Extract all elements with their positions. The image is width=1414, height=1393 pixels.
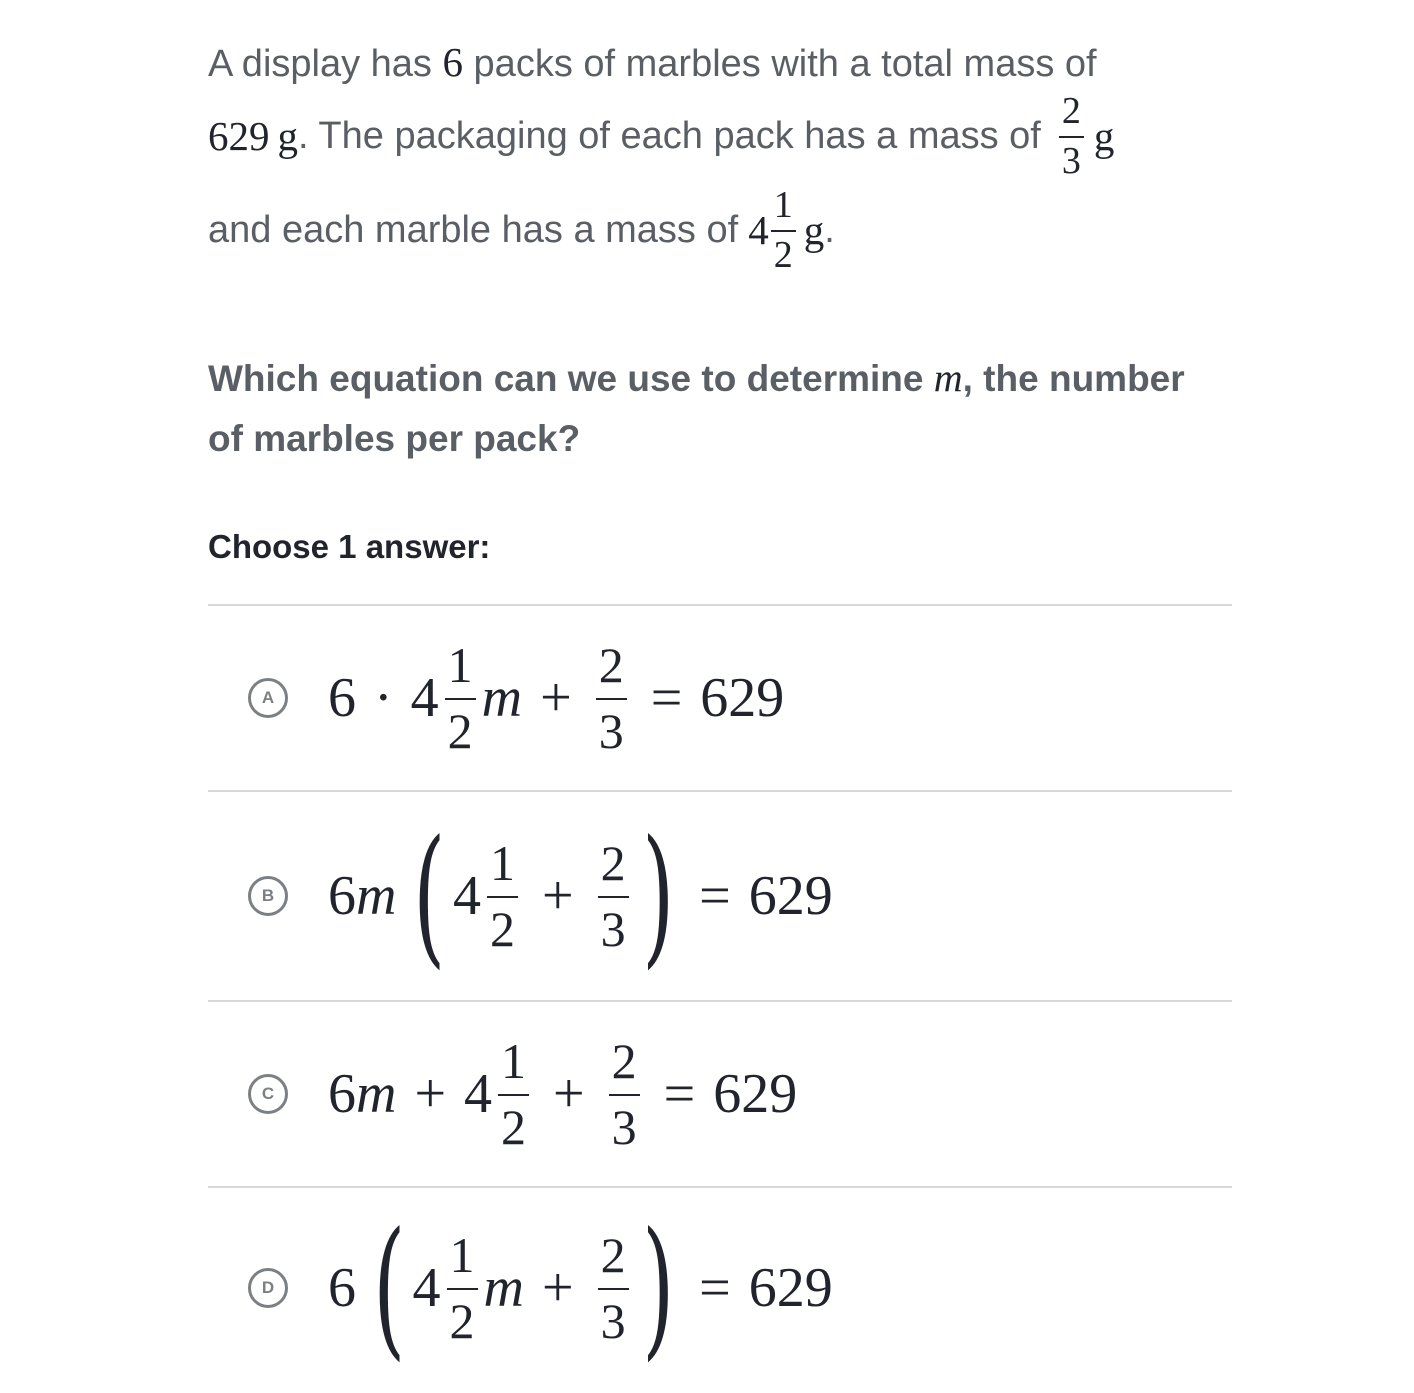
math-variable: m xyxy=(356,1063,397,1125)
fraction-numerator: 2 xyxy=(611,1033,637,1089)
math-paren: ( xyxy=(413,809,446,983)
problem-text: packs of marbles with a total mass of xyxy=(473,43,1097,85)
marble-mass xyxy=(748,186,798,274)
math-number: 6 xyxy=(328,1063,356,1125)
math-operator: + xyxy=(553,1063,585,1125)
math-operator: = xyxy=(663,1063,696,1125)
fraction-bar xyxy=(1059,136,1084,138)
math-number: 6 xyxy=(328,1257,356,1319)
problem-text: and each marble has a mass of xyxy=(208,208,739,251)
math-number: 629 xyxy=(700,667,785,729)
math-operator: + xyxy=(541,865,574,927)
answer-choices xyxy=(208,604,1232,1388)
math-variable: m xyxy=(356,865,397,927)
math-fraction xyxy=(447,1227,478,1349)
choice-a[interactable] xyxy=(208,604,1232,790)
math-operator: = xyxy=(650,667,683,729)
choice-b[interactable] xyxy=(208,790,1232,1000)
fraction-bar xyxy=(498,1094,529,1096)
total-mass: 629 xyxy=(208,113,270,159)
math-number: 6 xyxy=(328,667,356,729)
fraction-denominator: 2 xyxy=(501,1099,527,1155)
math-operator: + xyxy=(414,1063,447,1125)
math-number: 629 xyxy=(713,1063,798,1125)
fraction-denominator: 3 xyxy=(598,703,624,759)
math-fraction xyxy=(609,1033,640,1155)
choice-b-equation xyxy=(328,809,833,983)
packs-count: 6 xyxy=(442,39,463,85)
choice-c-equation xyxy=(328,1033,798,1155)
fraction-bar xyxy=(445,698,476,700)
fraction-denominator: 3 xyxy=(611,1099,637,1155)
choose-label: Choose 1 answer: xyxy=(208,528,491,565)
fraction-numerator: 1 xyxy=(501,1033,527,1089)
math-number: 629 xyxy=(748,865,833,927)
choice-d[interactable] xyxy=(208,1186,1232,1388)
fraction-bar xyxy=(598,1288,629,1290)
math-number: 4 xyxy=(464,1063,493,1125)
question-variable: m xyxy=(933,355,963,400)
math-number: 4 xyxy=(452,865,481,927)
fraction-numerator: 2 xyxy=(598,637,624,693)
math-paren: ) xyxy=(641,1201,674,1375)
fraction-numerator: 2 xyxy=(600,1227,626,1283)
math-number: 4 xyxy=(410,667,439,729)
choice-d-radio[interactable]: D xyxy=(248,1268,288,1308)
problem-line-1 xyxy=(208,38,1208,86)
unit-g: g xyxy=(277,113,298,159)
choice-c[interactable] xyxy=(208,1000,1232,1186)
fraction-numerator: 1 xyxy=(489,835,515,891)
fraction-denominator: 2 xyxy=(489,901,515,957)
fraction-numerator: 2 xyxy=(1061,90,1081,132)
fraction-denominator: 3 xyxy=(1061,140,1081,182)
choice-b-radio[interactable]: B xyxy=(248,876,288,916)
fraction-denominator: 3 xyxy=(600,901,626,957)
math-paren: ( xyxy=(373,1201,406,1375)
choice-a-radio[interactable]: A xyxy=(248,678,288,718)
fraction-numerator: 1 xyxy=(449,1227,475,1283)
math-number: 4 xyxy=(412,1257,441,1319)
math-fraction xyxy=(598,835,629,957)
fraction-denominator: 3 xyxy=(600,1293,626,1349)
question-prompt xyxy=(208,348,1208,469)
math-operator: = xyxy=(699,865,731,927)
math-operator: = xyxy=(699,1257,731,1319)
question-text: Which equation can we use to determine xyxy=(208,358,924,399)
fraction-bar xyxy=(596,698,627,700)
period: . xyxy=(824,208,835,251)
math-fraction xyxy=(498,1033,529,1155)
fraction-denominator: 2 xyxy=(449,1293,475,1349)
marble-mass-fraction xyxy=(771,186,796,274)
math-number: 629 xyxy=(748,1257,833,1319)
choice-c-radio[interactable]: C xyxy=(248,1074,288,1114)
problem-text: A display has xyxy=(208,43,432,85)
unit-g: g xyxy=(803,207,825,253)
problem-text: . The packaging of each pack has a mass of xyxy=(298,114,1041,157)
fraction-numerator: 1 xyxy=(447,637,473,693)
math-fraction xyxy=(487,835,518,957)
math-paren: ) xyxy=(641,809,674,983)
fraction-bar xyxy=(771,230,796,232)
fraction-bar xyxy=(609,1094,640,1096)
packaging-mass-fraction xyxy=(1059,92,1084,180)
math-fraction xyxy=(598,1227,629,1349)
math-fraction xyxy=(596,637,627,759)
problem-line-3 xyxy=(208,186,1208,274)
question-text: , the number of marbles per pack? xyxy=(208,358,1185,459)
fraction-bar xyxy=(598,896,629,898)
math-operator: + xyxy=(541,1257,574,1319)
math-variable: m xyxy=(481,667,523,729)
fraction-bar xyxy=(447,1288,478,1290)
problem-line-2 xyxy=(208,92,1208,180)
fraction-numerator: 1 xyxy=(773,184,793,226)
mixed-whole: 4 xyxy=(748,207,769,253)
math-operator: · xyxy=(374,667,393,729)
fraction-denominator: 2 xyxy=(447,703,473,759)
choice-a-equation xyxy=(328,637,785,759)
unit-g: g xyxy=(1093,113,1115,159)
math-fraction xyxy=(445,637,476,759)
fraction-numerator: 2 xyxy=(600,835,626,891)
math-number: 6 xyxy=(328,865,356,927)
math-variable: m xyxy=(483,1257,524,1319)
choice-d-equation xyxy=(328,1201,833,1375)
fraction-bar xyxy=(487,896,518,898)
fraction-denominator: 2 xyxy=(773,234,793,276)
math-operator: + xyxy=(540,667,572,729)
